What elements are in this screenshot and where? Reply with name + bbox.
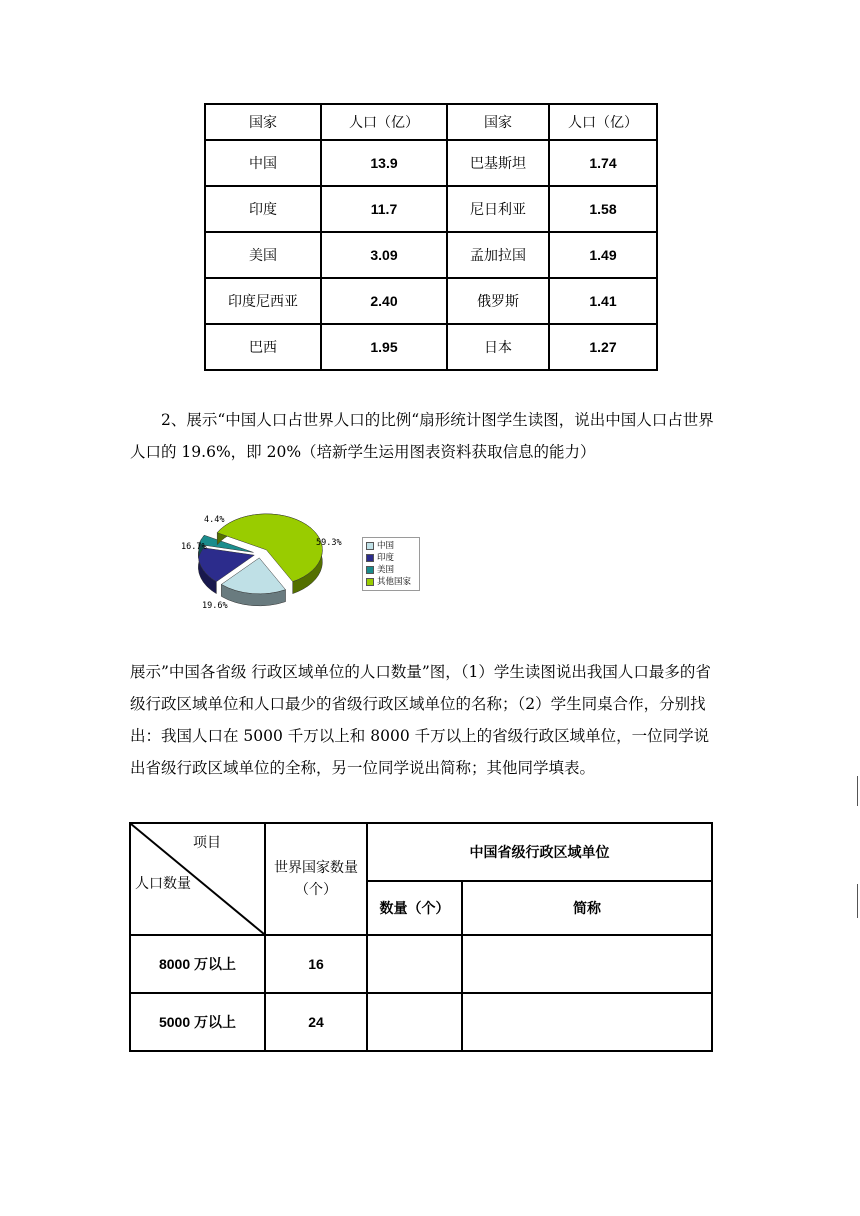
legend-label: 其他国家 xyxy=(377,577,412,587)
world-count-header xyxy=(265,823,367,935)
legend-item xyxy=(366,576,416,588)
country-cell: 孟加拉国 xyxy=(447,232,549,278)
country-cell: 巴西 xyxy=(205,324,321,370)
population-cell: 3.09 xyxy=(321,232,447,278)
table-row xyxy=(205,186,657,232)
legend-item xyxy=(366,564,416,576)
country-cell: 中国 xyxy=(205,140,321,186)
corner-label-item: 项目 xyxy=(193,835,221,851)
country-cell: 巴基斯坦 xyxy=(447,140,549,186)
abbr-cell xyxy=(462,993,712,1051)
country-cell: 美国 xyxy=(205,232,321,278)
pie-chart-svg xyxy=(170,506,360,616)
header-cell: 国家 xyxy=(447,104,549,140)
paragraph-province-task: 展示”中国各省级 行政区域单位的人口数量”图，（1）学生读图说出我国人口最多的省级行政区域单位和人口最少的省级行政区域单位的名称；（2）学生同桌合作，分别找出：我国人口在 5000 千万以上和 8000 千万以上的省级行政区域单位，一位同学说出省级行政区域单位的全称，另一位同学说出简称；其他同学填表。 xyxy=(130,663,711,777)
row-label: 8000 万以上 xyxy=(130,935,265,993)
diagonal-header-cell xyxy=(130,823,265,935)
world-count-header-label: 世界国家数量（个） xyxy=(274,860,358,898)
count-subheader: 数量（个） xyxy=(367,881,462,935)
population-cell: 1.58 xyxy=(549,186,657,232)
header-cell: 人口（亿） xyxy=(549,104,657,140)
legend-label: 印度 xyxy=(377,553,395,563)
row-label: 5000 万以上 xyxy=(130,993,265,1051)
count-cell xyxy=(367,935,462,993)
table-row xyxy=(205,232,657,278)
pie-chart xyxy=(170,506,430,616)
china-units-header: 中国省级行政区域单位 xyxy=(367,823,712,881)
country-cell: 印度尼西亚 xyxy=(205,278,321,324)
legend-swatch xyxy=(366,554,374,562)
header-cell: 国家 xyxy=(205,104,321,140)
pie-label-china: 19.6% xyxy=(202,601,228,611)
table-row xyxy=(130,935,712,993)
abbr-cell xyxy=(462,935,712,993)
corner-label-population: 人口数量 xyxy=(135,876,191,892)
pie-label-others: 59.3% xyxy=(316,538,342,548)
legend-item xyxy=(366,552,416,564)
paragraph-pie-intro: 2、展示“中国人口占世界人口的比例“扇形统计图学生读图，说出中国人口占世界人口的 19.6%，即 20%（培新学生运用图表资料获取信息的能力） xyxy=(130,411,714,461)
population-table xyxy=(204,103,658,371)
country-cell: 俄罗斯 xyxy=(447,278,549,324)
count-cell xyxy=(367,993,462,1051)
world-count-cell: 16 xyxy=(265,935,367,993)
population-cell: 13.9 xyxy=(321,140,447,186)
population-cell: 11.7 xyxy=(321,186,447,232)
legend-label: 美国 xyxy=(377,565,395,575)
table-row xyxy=(130,993,712,1051)
country-cell: 尼日利亚 xyxy=(447,186,549,232)
table-header-row xyxy=(205,104,657,140)
table-row xyxy=(205,140,657,186)
legend-swatch xyxy=(366,542,374,550)
table-header-row xyxy=(130,823,712,881)
table-row xyxy=(205,324,657,370)
legend-swatch xyxy=(366,578,374,586)
country-cell: 日本 xyxy=(447,324,549,370)
pie-label-usa: 4.4% xyxy=(204,515,225,525)
abbr-subheader: 简称 xyxy=(462,881,712,935)
legend-item xyxy=(366,540,416,552)
pie-label-india: 16.7% xyxy=(181,542,207,552)
legend-label: 中国 xyxy=(377,541,395,551)
pie-legend xyxy=(362,537,420,591)
page-edge-mark xyxy=(857,776,858,806)
province-table xyxy=(129,822,713,1052)
population-cell: 2.40 xyxy=(321,278,447,324)
page-edge-mark xyxy=(857,884,858,918)
country-cell: 印度 xyxy=(205,186,321,232)
legend-swatch xyxy=(366,566,374,574)
population-cell: 1.74 xyxy=(549,140,657,186)
population-cell: 1.41 xyxy=(549,278,657,324)
population-cell: 1.49 xyxy=(549,232,657,278)
table-row xyxy=(205,278,657,324)
population-cell: 1.27 xyxy=(549,324,657,370)
header-cell: 人口（亿） xyxy=(321,104,447,140)
population-cell: 1.95 xyxy=(321,324,447,370)
world-count-cell: 24 xyxy=(265,993,367,1051)
